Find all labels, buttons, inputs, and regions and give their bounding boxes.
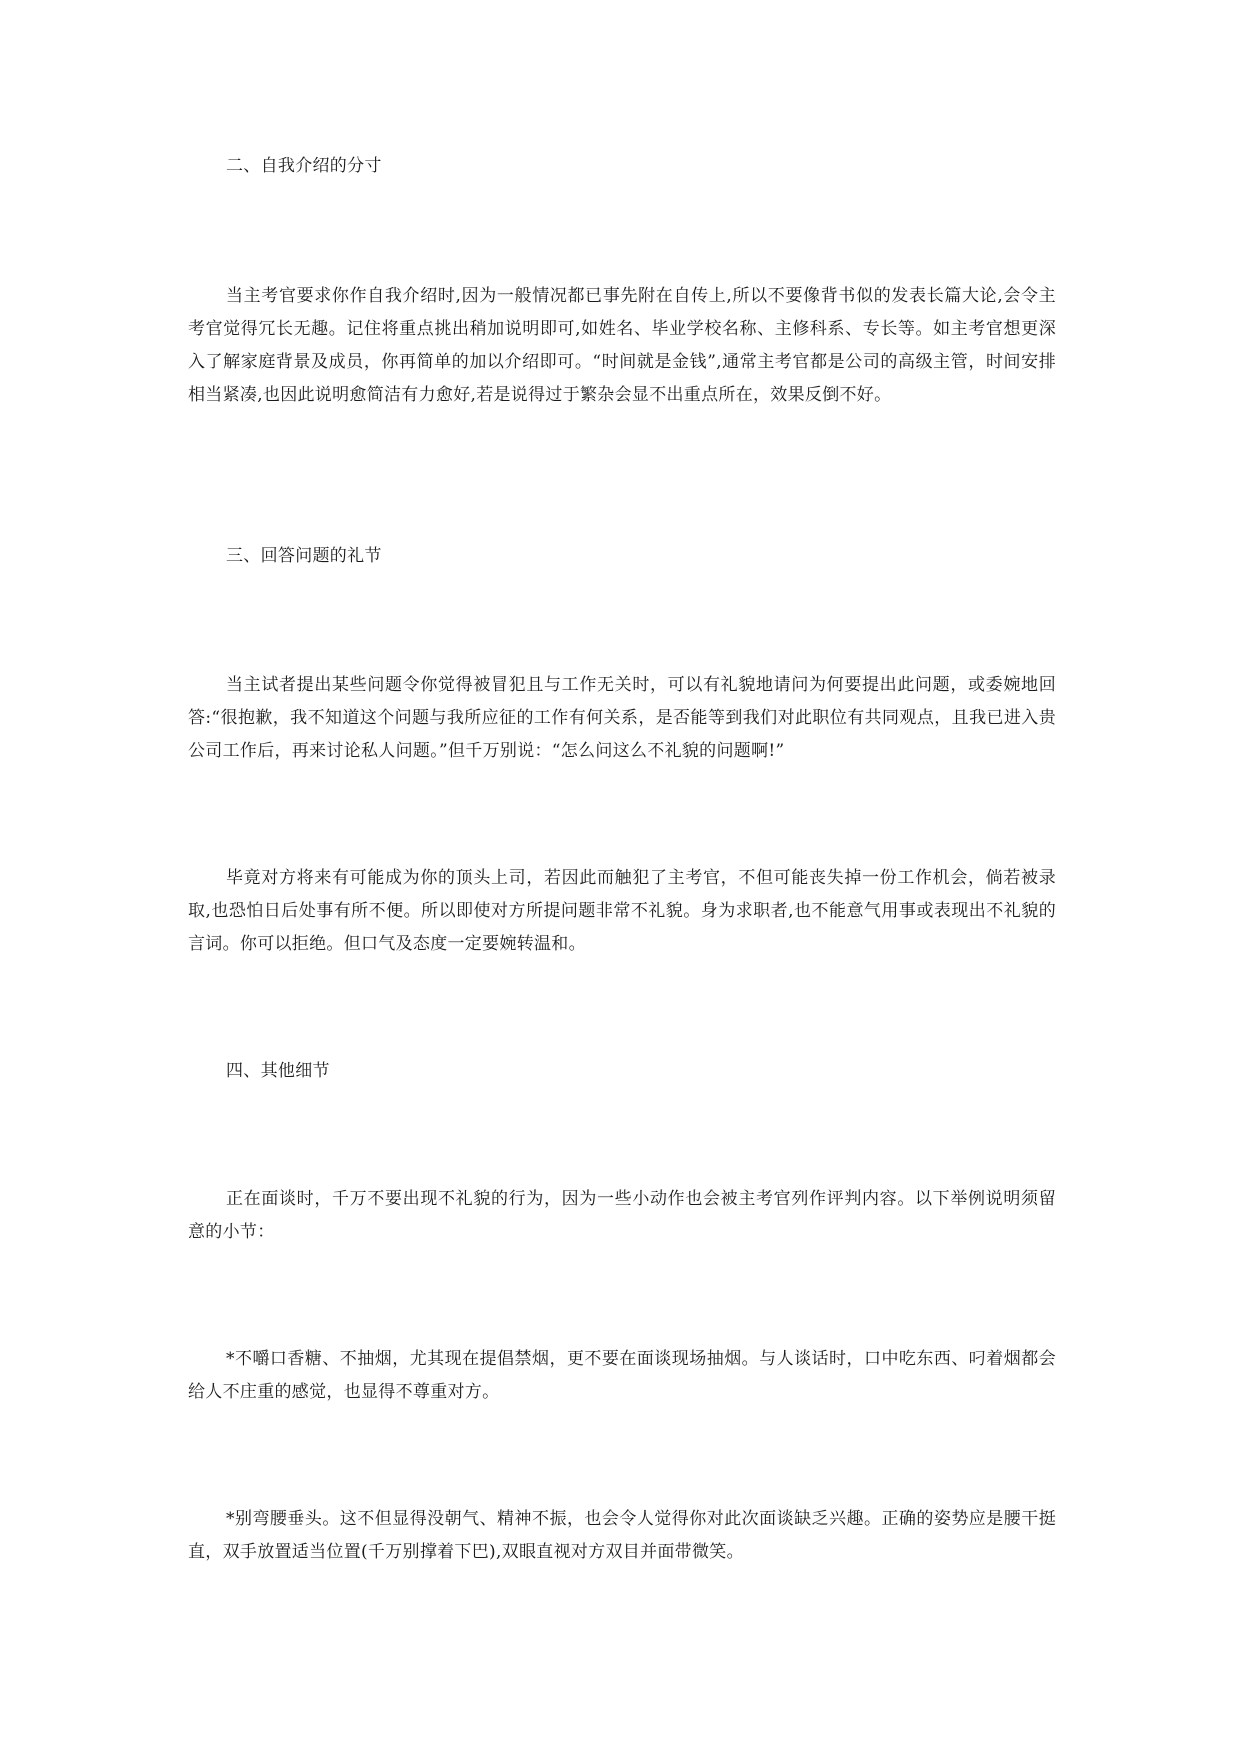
paragraph-no-gum-no-smoking: *不嚼口香糖、不抽烟，尤其现在提倡禁烟，更不要在面谈现场抽烟。与人谈话时，口中吃东西、叼着烟都会给人不庄重的感觉，也显得不尊重对方。 bbox=[188, 1349, 1056, 1402]
section-heading-other-details: 四、其他细节 bbox=[226, 1061, 330, 1081]
section-heading-self-introduction: 二、自我介绍的分寸 bbox=[226, 156, 382, 176]
paragraph-answering-etiquette-2: 毕竟对方将来有可能成为你的顶头上司，若因此而触犯了主考官，不但可能丧失掉一份工作机会，倘若被录取,也恐怕日后处事有所不便。所以即使对方所提问题非常不礼貌。身为求职者,也不能意气用事或表现出不礼貌的言词。你可以拒绝。但口气及态度一定要婉转温和。 bbox=[188, 868, 1056, 954]
paragraph-self-introduction: 当主考官要求你作自我介绍时,因为一般情况都已事先附在自传上,所以不要像背书似的发表长篇大论,会令主考官觉得冗长无趣。记住将重点挑出稍加说明即可,如姓名、毕业学校名称、主修科系、专长等。如主考官想更深入了解家庭背景及成员，你再简单的加以介绍即可。“时间就是金钱”,通常主考官都是公司的高级主管，时间安排相当紧凑,也因此说明愈简洁有力愈好,若是说得过于繁杂会显不出重点所在，效果反倒不好。 bbox=[188, 286, 1056, 405]
paragraph-posture: *别弯腰垂头。这不但显得没朝气、精神不振，也会令人觉得你对此次面谈缺乏兴趣。正确的姿势应是腰干挺直，双手放置适当位置(千万别撑着下巴),双眼直视对方双目并面带微笑。 bbox=[188, 1509, 1056, 1562]
paragraph-answering-etiquette-1: 当主试者提出某些问题令你觉得被冒犯且与工作无关时，可以有礼貌地请问为何要提出此问题，或委婉地回答:“很抱歉，我不知道这个问题与我所应征的工作有何关系，是否能等到我们对此职位有共同观点，且我已进入贵公司工作后，再来讨论私人问题。”但千万别说：“怎么问这么不礼貌的问题啊!” bbox=[188, 675, 1056, 761]
section-heading-answering-etiquette: 三、回答问题的礼节 bbox=[226, 546, 382, 566]
paragraph-other-details-intro: 正在面谈时，千万不要出现不礼貌的行为，因为一些小动作也会被主考官列作评判内容。以下举例说明须留意的小节： bbox=[188, 1189, 1056, 1242]
